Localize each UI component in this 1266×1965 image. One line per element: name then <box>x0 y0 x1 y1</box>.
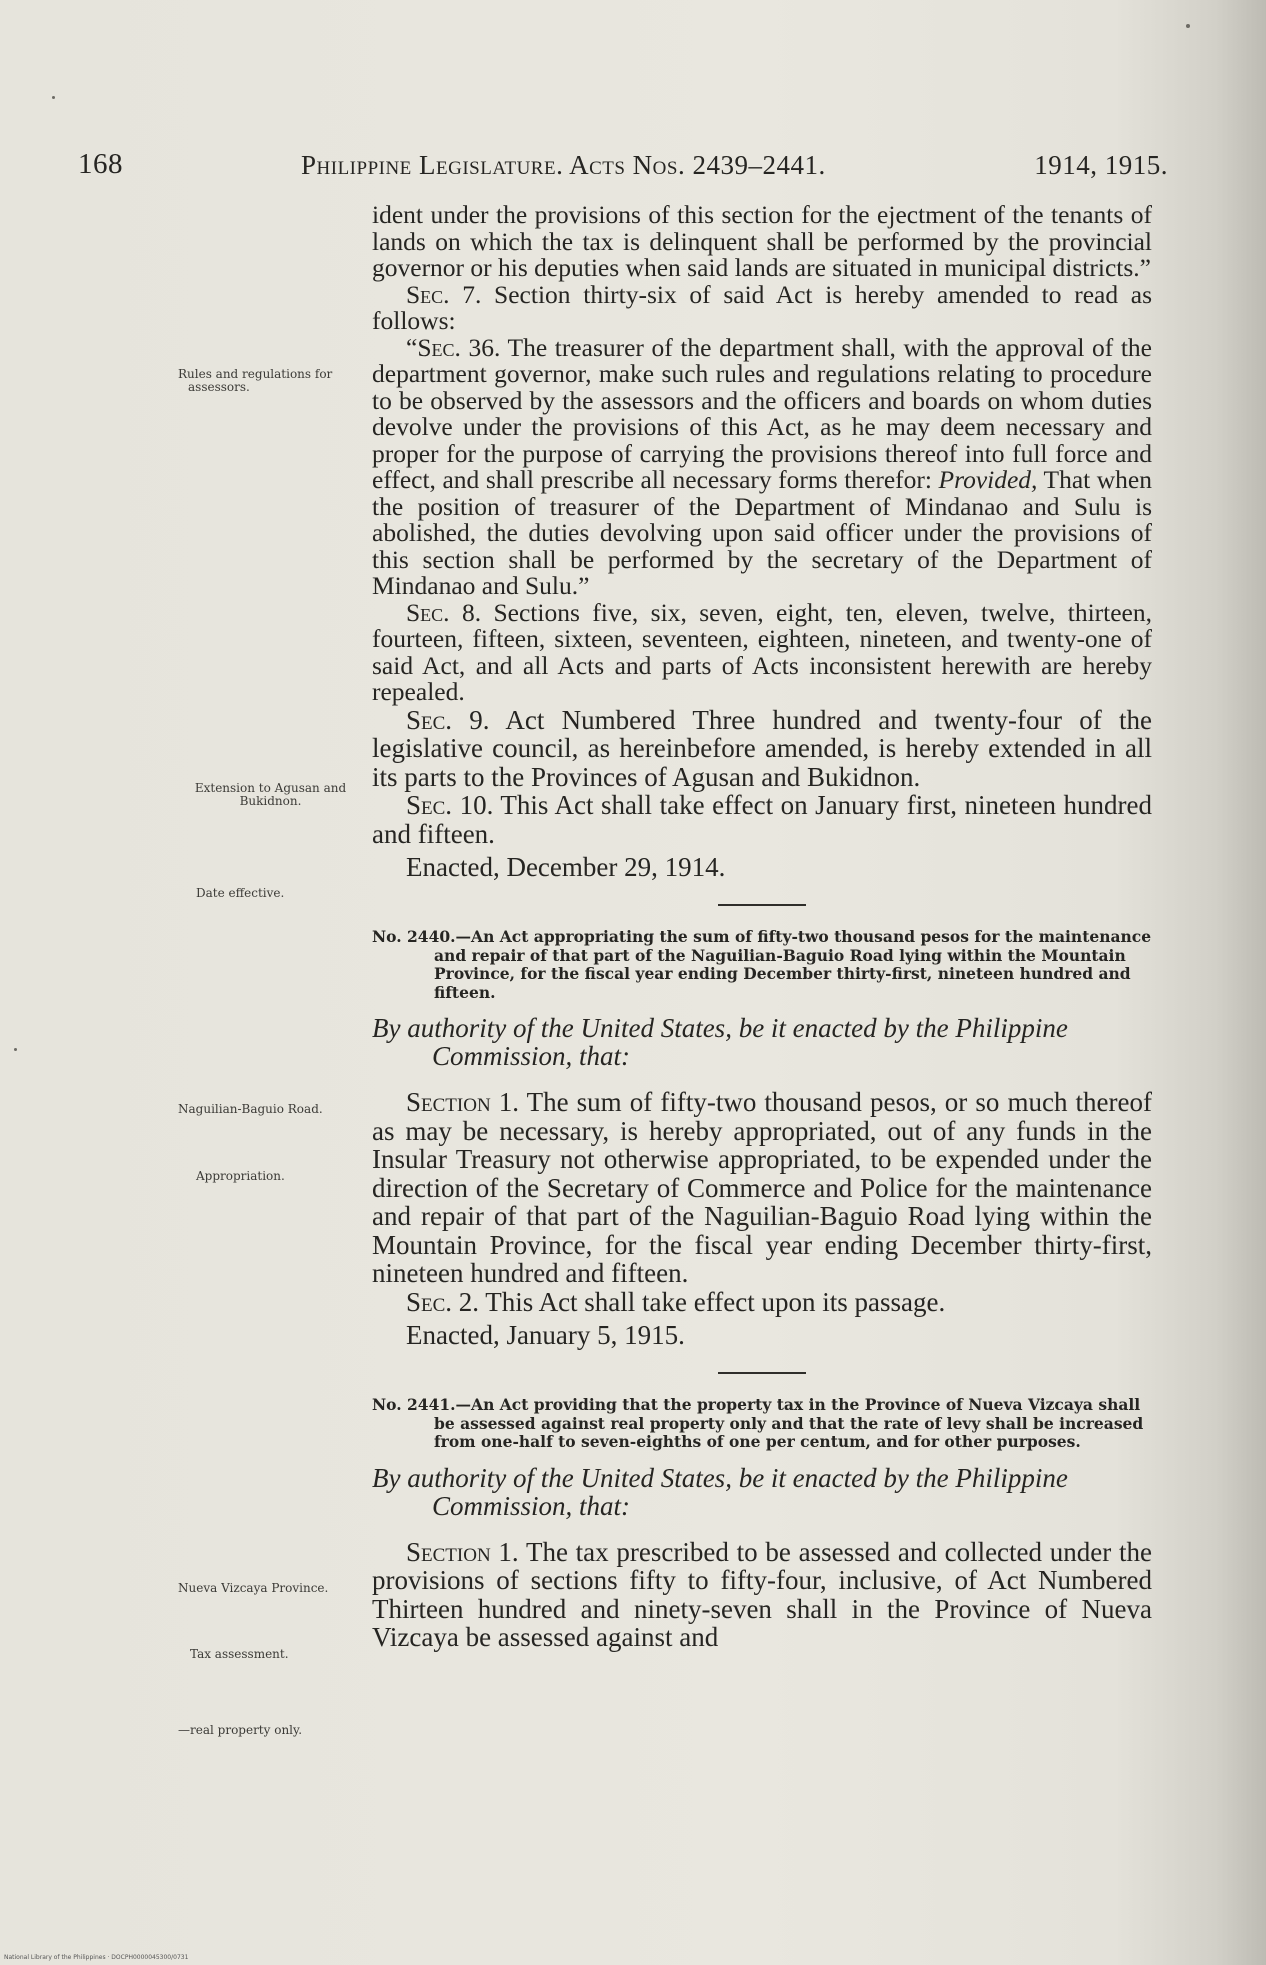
section-label: Section 1. <box>406 1087 520 1117</box>
section-text: Sections five, six, seven, eight, ten, eleven, twelve, thirteen, fourteen, fifteen, sixteen, seventeen, eighteen, nineteen, and twenty-one of said Act, and all Acts and parts of Acts inconsistent herewith are hereby repealed. <box>372 597 1152 706</box>
section-text: The sum of fifty-two thousand pesos, or so much thereof as may be necessary, is hereby appropriated, out of any funds in the Insular Treasury not otherwise appropriated, to be expended under the direction of the Secretary of Commerce and Police for the maintenance and repair of that part of the Naguilian-Baguio Road lying within the Mountain Province, for the fiscal year ending December thirty-first, nineteen hundred and fifteen. <box>372 1087 1152 1288</box>
section-text: The tax prescribed to be assessed and collected under the provisions of sections fifty to fifty-four, inclusive, of Act Numbered Thirteen hundred and ninety-seven shall in the Province of Nueva Vizcaya be assessed against and <box>372 1536 1152 1652</box>
header-title: Philippine Legislature. Acts Nos. 2439–2441. <box>301 150 826 180</box>
act-2441-section-1 <box>372 1538 1152 1652</box>
act-2440-heading <box>372 928 1152 1002</box>
act-heading-text: No. 2440.—An Act appropriating the sum of fifty-two thousand pesos for the maintenance and repair of that part of the Naguilian-Baguio Road lying within the Mountain Province, for the fiscal year ending December thirty-first, nineteen hundred and fifteen. <box>372 927 1152 1002</box>
section-text: The treasurer of the department shall, with the approval of the department governor, make such rules and regulations relating to procedure to be observed by the assessors and the officers and boards on whom duties devolve under the provisions of this Act, as he may deem necessary and proper for the purpose of carrying the provisions thereof into full force and effect, and shall prescribe all necessary forms therefor: <box>372 332 1152 494</box>
section-label: “Sec. 36. <box>406 332 501 362</box>
main-text-column <box>372 202 1152 1652</box>
enacted-date: Enacted, December 29, 1914. <box>406 852 726 882</box>
section-text: That when the position of treasurer of the Department of Mindanao and Sulu is abolished, the duties devolving upon said officer under the provisions of this section shall be performed by the secretary of the Department of Mindanao and Sulu.” <box>372 465 1152 600</box>
margin-note-extension: Extension to Agusan and Bukidnon. <box>194 781 347 808</box>
section-label: Section 1. <box>406 1536 519 1567</box>
section-label: Sec. 10. <box>406 790 494 820</box>
section-8 <box>372 597 1152 706</box>
section-text: Act Numbered Three hundred and twenty-four of the legislative council, as hereinbefore amended, is hereby extended in all its parts to the Provinces of Agusan and Bukidnon. <box>372 704 1152 792</box>
margin-note-appropriation: Appropriation. <box>196 1169 285 1183</box>
margin-note-naguilian: Naguilian-Baguio Road. <box>178 1102 323 1116</box>
provided-word: Provided, <box>938 465 1038 494</box>
margin-note-nueva-vizcaya: Nueva Vizcaya Province. <box>178 1581 329 1595</box>
speck-mark <box>1186 24 1190 28</box>
running-header <box>78 148 1178 188</box>
section-label: Sec. 7. <box>406 279 482 309</box>
section-text: Section thirty-six of said Act is hereby amended to read as follows: <box>372 279 1153 335</box>
margin-note-real-property: —real property only. <box>178 1723 303 1737</box>
divider-rule <box>718 1372 806 1374</box>
page-number: 168 <box>78 148 123 180</box>
speck-mark <box>14 1048 17 1051</box>
enacted-date: Enacted, January 5, 1915. <box>406 1320 685 1350</box>
section-label: Sec. 2. <box>406 1286 480 1317</box>
speck-mark <box>52 96 55 99</box>
scan-footer: National Library of the Philippines · DOCPH0000045300/0731 <box>4 1954 189 1961</box>
section-10 <box>372 791 1152 848</box>
margin-note-date-effective: Date effective. <box>196 886 285 900</box>
act-heading-text: No. 2441.—An Act providing that the property tax in the Province of Nueva Vizcaya shall be assessed against real property only and that the rate of levy shall be increased from one-half to seven-eighths of one per centum, and for other purposes. <box>372 1395 1144 1451</box>
section-text: This Act shall take effect upon its passage. <box>479 1286 946 1317</box>
act-2440-section-1 <box>372 1088 1152 1288</box>
paragraph-continuation: ident under the provisions of this section for the ejectment of the tenants of lands on which the tax is delinquent shall be performed by the provincial governor or his deputies when said lands are situated in municipal districts.” <box>372 200 1152 282</box>
section-label: Sec. 9. <box>406 704 490 735</box>
enacting-clause: By authority of the United States, be it enacted by the Philippine Commission, that: <box>372 1013 1068 1071</box>
header-years: 1914, 1915. <box>1034 150 1168 180</box>
section-7 <box>372 279 1153 335</box>
section-text: This Act shall take effect on January first, nineteen hundred and fifteen. <box>372 790 1152 849</box>
margin-note-tax-assessment: Tax assessment. <box>190 1647 289 1661</box>
margin-note-rules: Rules and regulations for assessors. <box>178 367 333 394</box>
act-2441-heading <box>372 1396 1152 1452</box>
section-36 <box>372 332 1152 600</box>
section-9 <box>372 706 1152 792</box>
section-label: Sec. 8. <box>406 597 482 627</box>
divider-rule <box>718 904 806 906</box>
act-2440-section-2 <box>372 1288 1152 1317</box>
enacting-clause: By authority of the United States, be it enacted by the Philippine Commission, that: <box>372 1462 1068 1521</box>
